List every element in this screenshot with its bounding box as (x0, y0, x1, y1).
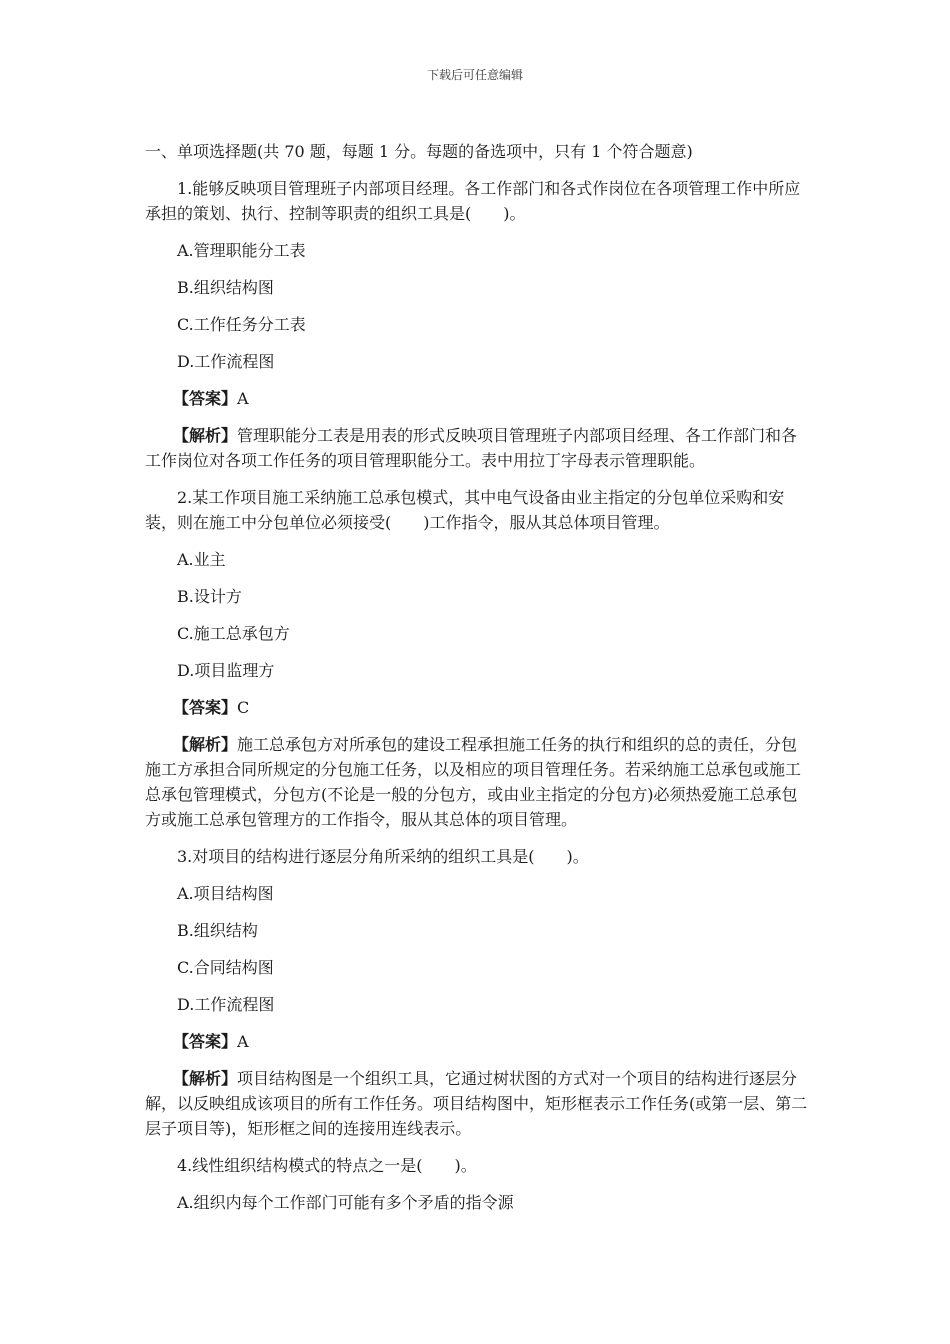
option-d: D.工作流程图 (177, 995, 275, 1014)
answer-line (145, 386, 810, 411)
option-b: B.设计方 (177, 587, 242, 606)
option-a: A.组织内每个工作部门可能有多个矛盾的指令源 (177, 1193, 514, 1212)
page-header: 下载后可任意编辑 (426, 68, 523, 82)
option-a: A.业主 (177, 550, 226, 569)
answer-value: A (237, 389, 249, 408)
question-stem: 4.线性组织结构模式的特点之一是( )。 (177, 1156, 477, 1175)
analysis-label: 【解析】 (173, 1069, 238, 1088)
option-d: D.工作流程图 (177, 352, 275, 371)
question-block (145, 485, 810, 832)
analysis-paragraph (145, 423, 810, 473)
answer-label: 【答案】 (173, 1032, 238, 1051)
question-block (145, 176, 810, 473)
answer-value: C (237, 698, 250, 717)
option-d: D.项目监理方 (177, 661, 275, 680)
answer-value: A (237, 1032, 249, 1051)
question-block (145, 844, 810, 1141)
answer-label: 【答案】 (173, 698, 238, 717)
option-c: C.工作任务分工表 (177, 315, 306, 334)
analysis-paragraph (145, 732, 810, 832)
option-c: C.施工总承包方 (177, 624, 290, 643)
option-a: A.项目结构图 (177, 884, 274, 903)
section-title: 一、单项选择题(共 70 题，每题 1 分。每题的备选项中，只有 1 个符合题意) (145, 142, 693, 161)
document-body (145, 139, 810, 1227)
question-stem: 1.能够反映项目管理班子内部项目经理。各工作部门和各式作岗位在各项管理工作中所应承担的策划、执行、控制等职责的组织工具是( )。 (145, 179, 801, 223)
answer-line (145, 695, 810, 720)
answer-label: 【答案】 (173, 389, 238, 408)
option-b: B.组织结构 (177, 921, 258, 940)
option-b: B.组织结构图 (177, 278, 274, 297)
question-stem: 2.某工作项目施工采纳施工总承包模式，其中电气设备由业主指定的分包单位采购和安装，则在施工中分包单位必须接受( )工作指令，服从其总体项目管理。 (145, 488, 785, 532)
analysis-text: 项目结构图是一个组织工具，它通过树状图的方式对一个项目的结构进行逐层分解，以反映组成该项目的所有工作任务。项目结构图中，矩形框表示工作任务(或第一层、第二层子项目等)，矩形框之间的连接用连线表示。 (145, 1069, 808, 1138)
answer-line (145, 1029, 810, 1054)
analysis-text: 施工总承包方对所承包的建设工程承担施工任务的执行和组织的总的责任，分包施工方承担合同所规定的分包施工任务，以及相应的项目管理任务。若采纳施工总承包或施工总承包管理模式，分包方(不论是一般的分包方，或由业主指定的分包方)必须热爱施工总承包方或施工总承包管理方的工作指令，服从其总体的项目管理。 (145, 735, 802, 829)
analysis-text: 管理职能分工表是用表的形式反映项目管理班子内部项目经理、各工作部门和各工作岗位对各项工作任务的项目管理职能分工。表中用拉丁字母表示管理职能。 (145, 426, 798, 470)
option-c: C.合同结构图 (177, 958, 274, 977)
analysis-label: 【解析】 (173, 735, 238, 754)
option-a: A.管理职能分工表 (177, 241, 306, 260)
question-stem: 3.对项目的结构进行逐层分角所采纳的组织工具是( )。 (177, 847, 589, 866)
analysis-paragraph (145, 1066, 810, 1141)
question-block (145, 1153, 810, 1215)
analysis-label: 【解析】 (173, 426, 238, 445)
